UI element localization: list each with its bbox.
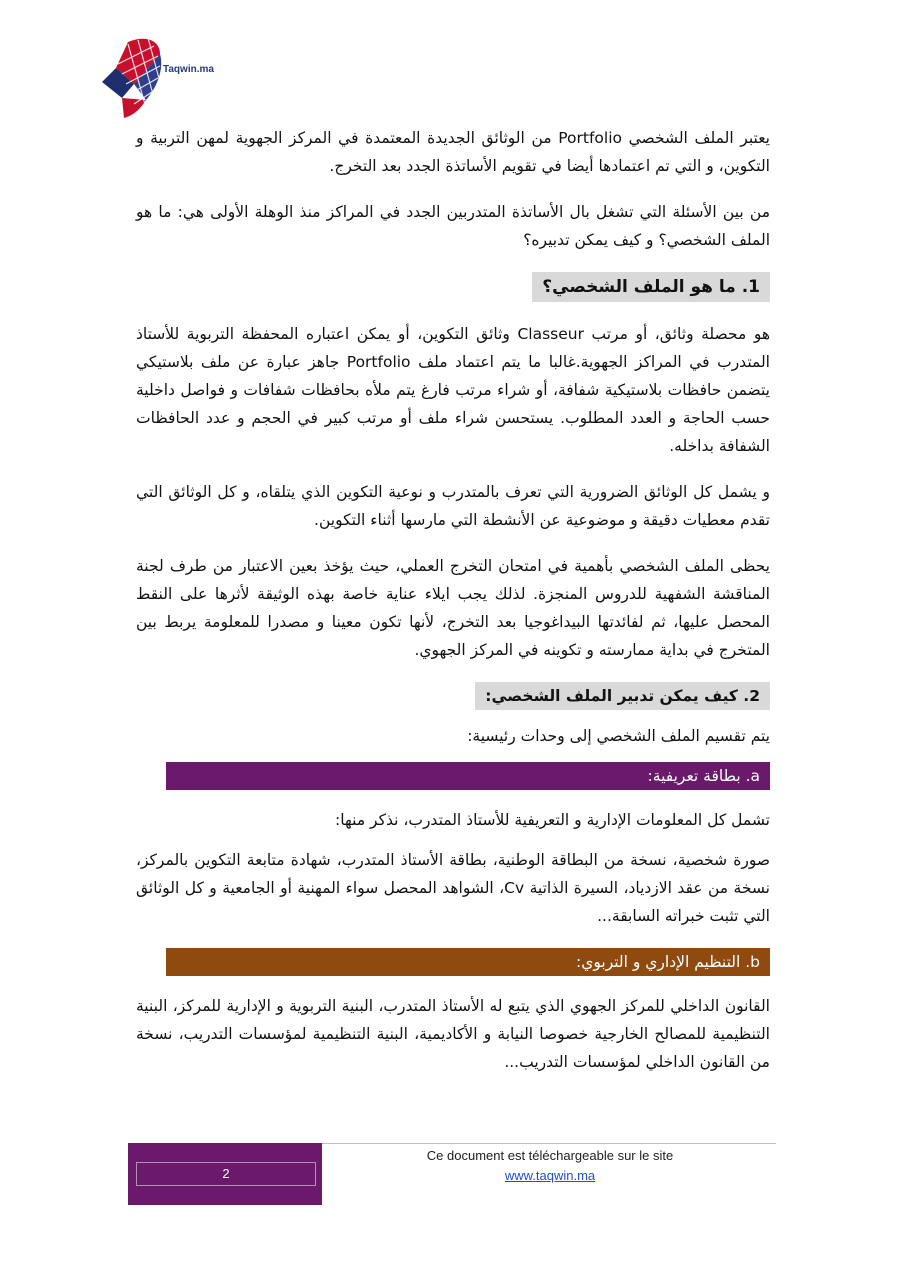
paragraph-importance: يحظى الملف الشخصي بأهمية في امتحان التخرج العملي، حيث يؤخذ بعين الاعتبار من طرف لجنة المناقشة الشفهية للدروس المنجزة. لذلك يجب ايلاء عناية خاصة بهذه الوثيقة لأثرها على النقط المحصل عليها، ثم لفائدتها البيداغوجيا بعد التخرج، لأنها تكون معينا و مصدرا للمعلومة يربط بين المتخرج في بداية ممارسته و تكوينه في المركز الجهوي. (136, 557, 770, 659)
section-bar-organization: b. التنظيم الإداري و التربوي: (166, 948, 770, 976)
paragraph-question: من بين الأسئلة التي تشغل بال الأساتذة المتدربين الجدد في المراكز منذ الوهلة الأولى هي: ما هو الملف الشخصي؟ و كيف يمكن تدبيره؟ (136, 203, 770, 249)
paragraph-a-intro: تشمل كل المعلومات الإدارية و التعريفية للأستاذ المتدرب، نذكر منها: (335, 811, 770, 829)
footer-site-link[interactable]: www.taqwin.ma (504, 1168, 596, 1183)
document-body (136, 124, 770, 1094)
paragraph-definition: هو محصلة وثائق، أو مرتب Classeur وثائق التكوين، أو يمكن اعتباره المحفظة التربوية للأستاذ المتدرب في المراكز الجهوية.غالبا ما يتم اعتماد ملف Portfolio جاهز عبارة عن ملف بلاستيكي يتضمن حافظات بلاستيكية شفافة، أو شراء مرتب فارغ يتم ملأه بحافظات شفافات و فواصل داخلية حسب الحاجة و العدد المطلوب. يستحسن شراء ملف أو مرتب كبير في الحجم و عدد الحافظات الشفافة بداخله. (136, 325, 771, 455)
page-number: 2 (136, 1162, 316, 1186)
paragraph-contents: و يشمل كل الوثائق الضرورية التي تعرف بالمتدرب و نوعية التكوين الذي يتلقاه، و كل الوثائق التي تقدم معطيات دقيقة و موضوعية عن الأنشطة التي مارسها أثناء التكوين. (136, 483, 770, 529)
paragraph-a-list: صورة شخصية، نسخة من البطاقة الوطنية، بطاقة الأستاذ المتدرب، شهادة متابعة التكوين بالمركز، نسخة من عقد الازدياد، السيرة الذاتية Cv، الشواهد المحصل سواء المهنية أو الجامعية و كل الوثائق التي تثبت خبراته السابقة... (136, 851, 770, 925)
footer-text (360, 1146, 740, 1186)
logo-text: Taqwin.ma (163, 64, 214, 75)
footer-download-note: Ce document est téléchargeable sur le site (426, 1148, 674, 1163)
heading-what-is-portfolio: 1. ما هو الملف الشخصي؟ (532, 272, 770, 302)
paragraph-intro: يعتبر الملف الشخصي Portfolio من الوثائق الجديدة المعتمدة في المركز الجهوية لمهن التربية و التكوين، و التي تم اعتمادها أيضا في تقويم الأساتذة الجدد بعد التخرج. (136, 129, 770, 175)
heading-how-to-manage: 2. كيف يمكن تدبير الملف الشخصي: (475, 682, 770, 710)
paragraph-b-text: القانون الداخلي للمركز الجهوي الذي يتبع له الأستاذ المتدرب، البنية التربوية و الإدارية للمركز، البنية التنظيمية للمصالح الخارجية خصوصا النيابة و الأكاديمية، البنية التنظيمية لمؤسسات التدريب، نسخة من القانون الداخلي لمؤسسات التدريب... (136, 997, 770, 1071)
paragraph-divided: يتم تقسيم الملف الشخصي إلى وحدات رئيسية: (467, 727, 770, 745)
section-bar-identification: a. بطاقة تعريفية: (166, 762, 770, 790)
